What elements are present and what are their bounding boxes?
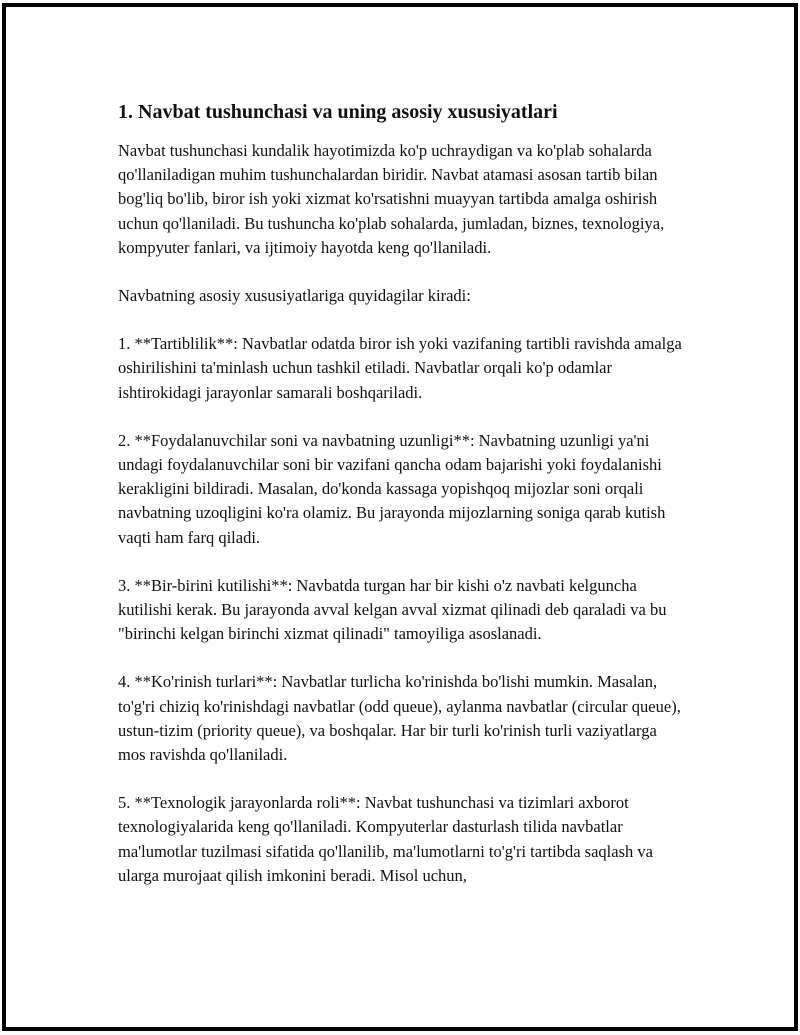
section-heading: 1. Navbat tushunchasi va uning asosiy xususiyatlari <box>118 101 558 123</box>
feature-item-tartiblilik: 1. **Tartiblilik**: Navbatlar odatda biror ish yoki vazifaning tartibli ravishda amalga oshirilishini ta'minlash uchun tashkil etiladi. Navbatlar orqali ko'p odamlar ishtirokidagi jarayonlar samarali boshqariladi. <box>118 334 682 402</box>
feature-item-foydalanuvchilar: 2. **Foydalanuvchilar soni va navbatning uzunligi**: Navbatning uzunligi ya'ni undagi foydalanuvchilar soni bir vazifani qancha odam bajarishi yoki foydalanishi kerakligini bildiradi. Masalan, do'konda kassaga yopishqoq mijozlar soni orqali navbatning uzoqligini ko'ra olamiz. Bu jarayonda mijozlarning soniga qarab kutish vaqti ham farq qiladi. <box>118 430 666 547</box>
document-body <box>118 99 683 912</box>
document-page <box>2 3 798 1031</box>
intro-paragraph: Navbat tushunchasi kundalik hayotimizda ko'p uchraydigan va ko'plab sohalarda qo'llaniladigan muhim tushunchalardan biridir. Navbat atamasi asosan tartib bilan bog'liq bo'lib, biror ish yoki xizmat ko'rsatishni muayyan tartibda amalga oshirish uchun qo'llaniladi. Bu tushuncha ko'plab sohalarda, jumladan, biznes, texnologiya, kompyuter fanlari, va ijtimoiy hayotda keng qo'llaniladi. <box>118 141 665 257</box>
feature-item-kutilish: 3. **Bir-birini kutilishi**: Navbatda turgan har bir kishi o'z navbati kelguncha kutilishi kerak. Bu jarayonda avval kelgan avval xizmat qilinadi deb qaraladi va bu "birinchi kelgan birinchi xizmat qilinadi" tamoyiliga asoslanadi. <box>118 575 667 644</box>
features-lead-paragraph: Navbatning asosiy xususiyatlariga quyidagilar kiradi: <box>118 286 471 306</box>
feature-item-korinish: 4. **Ko'rinish turlari**: Navbatlar turlicha ko'rinishda bo'lishi mumkin. Masalan, to'g'ri chiziq ko'rinishdagi navbatlar (odd queue), aylanma navbatlar (circular queue), ustun-tizim (priority queue), va boshqalar. Har bir turli ko'rinish turli vaziyatlarga mos ravishda qo'llaniladi. <box>118 672 681 765</box>
feature-item-texnologik: 5. **Texnologik jarayonlarda roli**: Navbat tushunchasi va tizimlari axborot texnologiyalarida keng qo'llaniladi. Kompyuterlar dasturlash tilida navbatlar ma'lumotlar tuzilmasi sifatida qo'llanilib, ma'lumotlarni to'g'ri tartibda saqlash va ularga murojaat qilish imkonini beradi. Misol uchun, <box>118 793 653 885</box>
